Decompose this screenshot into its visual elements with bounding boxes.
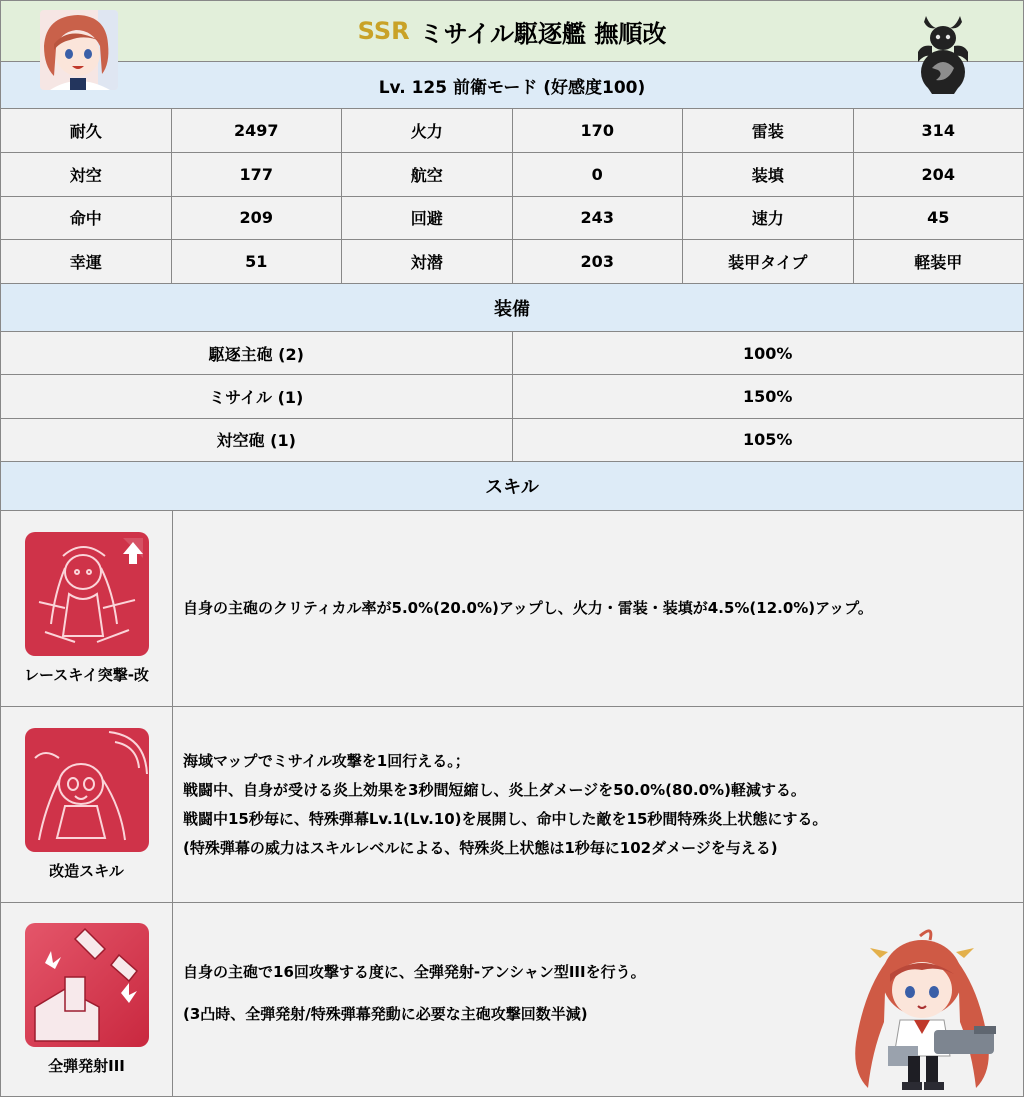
stat-value: 314 [854, 109, 1024, 153]
skill-row [0, 511, 1024, 707]
ship-portrait [40, 10, 118, 90]
skill-desc-line: (3凸時、全弾発射/特殊弾幕発動に必要な主砲攻撃回数半減) [183, 993, 1023, 1035]
stat-value: 177 [172, 153, 343, 197]
ship-name: ミサイル駆逐艦 撫順改 [420, 14, 667, 49]
stat-label: 回避 [342, 197, 513, 241]
skill-icon-1 [25, 532, 149, 656]
stat-label: 幸運 [1, 240, 172, 284]
stat-label: 装填 [683, 153, 854, 197]
equipment-efficiency: 150% [513, 375, 1024, 418]
skill-icon-2 [25, 728, 149, 852]
skill-desc-line: 海域マップでミサイル攻撃を1回行える。； [183, 747, 1023, 776]
equipment-heading-label: 装備 [494, 295, 530, 321]
stat-label: 火力 [342, 109, 513, 153]
stat-label: 速力 [683, 197, 854, 241]
skill-row [0, 707, 1024, 903]
stat-value: 51 [172, 240, 343, 284]
stat-label: 対空 [1, 153, 172, 197]
skill-desc-line: 自身の主砲で16回攻撃する度に、全弾発射-アンシャン型IIIを行う。 [183, 951, 1023, 993]
stat-value: 0 [513, 153, 684, 197]
equipment-efficiency: 105% [513, 419, 1024, 462]
skill-icon-cell [1, 903, 173, 1096]
stat-label: 航空 [342, 153, 513, 197]
stat-label: 装甲タイプ [683, 240, 854, 284]
faction-emblem-icon [908, 12, 978, 96]
skill-icon-cell [1, 707, 173, 902]
skill-desc-line: (特殊弾幕の威力はスキルレベルによる、特殊炎上状態は1秒毎に102ダメージを与える) [183, 834, 1023, 863]
skill-icon-3 [25, 923, 149, 1047]
stat-value: 204 [854, 153, 1024, 197]
stat-value: 軽装甲 [854, 240, 1024, 284]
stat-value: 45 [854, 197, 1024, 241]
chibi-sprite [838, 922, 1008, 1094]
stat-value: 243 [513, 197, 684, 241]
stat-label: 対潜 [342, 240, 513, 284]
equipment-slot-name: 対空砲 (1) [1, 419, 513, 462]
skill-name: レースキイ突撃-改 [24, 664, 149, 685]
skill-desc-line: 戦闘中15秒毎に、特殊弾幕Lv.1(Lv.10)を展開し、命中した敵を15秒間特殊炎上状態にする。 [183, 805, 1023, 834]
skill-desc-line: 自身の主砲のクリティカル率が5.0%(20.0%)アップし、火力・雷装・装填が4.5%(12.0%)アップ。 [183, 594, 1023, 623]
skill-description [173, 707, 1023, 902]
skill-icon-cell [1, 511, 173, 706]
level-line: Lv. 125 前衛モード (好感度100) [379, 73, 646, 98]
stats-table [0, 109, 1024, 284]
equipment-slot-name: 駆逐主砲 (2) [1, 332, 513, 375]
skill-description [173, 511, 1023, 706]
equipment-efficiency: 100% [513, 332, 1024, 375]
title-bar [0, 0, 1024, 62]
stat-label: 命中 [1, 197, 172, 241]
skill-name: 全弾発射III [48, 1055, 125, 1076]
skills-heading-label: スキル [485, 473, 539, 499]
skill-name: 改造スキル [49, 860, 124, 881]
stat-value: 2497 [172, 109, 343, 153]
skill-desc-line: 戦闘中、自身が受ける炎上効果を3秒間短縮し、炎上ダメージを50.0%(80.0%)軽減する。 [183, 776, 1023, 805]
stat-label: 耐久 [1, 109, 172, 153]
equipment-heading [0, 284, 1024, 332]
rarity-label: SSR [358, 17, 410, 45]
equipment-table [0, 332, 1024, 462]
equipment-slot-name: ミサイル (1) [1, 375, 513, 418]
stat-label: 雷装 [683, 109, 854, 153]
stat-value: 203 [513, 240, 684, 284]
stat-value: 209 [172, 197, 343, 241]
level-mode-bar [0, 62, 1024, 109]
skills-heading [0, 462, 1024, 511]
stat-value: 170 [513, 109, 684, 153]
